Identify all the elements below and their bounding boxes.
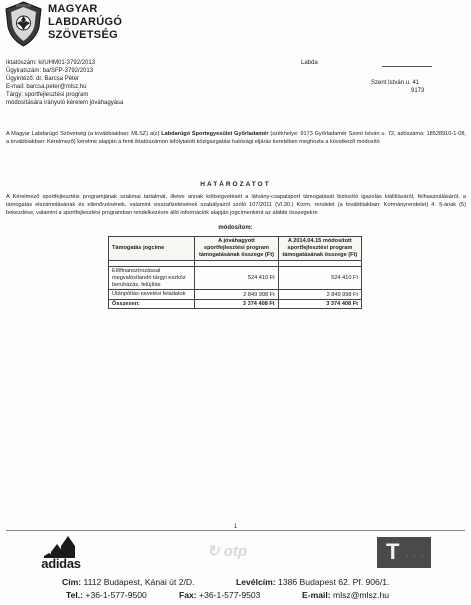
- email-label: E-mail:: [302, 590, 331, 600]
- telekom-dots: · · ·: [406, 554, 426, 560]
- file-number: Iktatószám: ki/UHM01-3792/2013: [6, 60, 96, 66]
- organization-name: [48, 3, 122, 42]
- org-name-line1: MAGYAR: [48, 3, 98, 15]
- row-modified: 524 410 Ft: [278, 267, 361, 290]
- case-officer: Ügyintéző: dr. Barcsa Péter: [6, 76, 80, 82]
- fax-label: Fax:: [179, 590, 197, 600]
- total-approved: 3 374 408 Ft: [195, 300, 278, 309]
- mlsz-crest-icon: [4, 1, 43, 47]
- otp-label: otp: [223, 543, 248, 560]
- footer-divider: [6, 530, 465, 531]
- row-modified: 2 849 998 Ft: [278, 290, 361, 300]
- header-approved-amount: A jóváhagyott sportfejlesztési program támogatásának összege (Ft): [195, 237, 278, 261]
- recipient-zip: 9173: [411, 88, 425, 94]
- club-name: Labdarúgó Sportegyesület Győrladamér: [161, 131, 269, 137]
- total-label: Összesen:: [109, 300, 195, 309]
- mail-address-value: 1386 Budapest 62. Pf. 906/1.: [278, 577, 390, 587]
- recipient-name: Labda: [301, 60, 318, 66]
- header-grant-type: Támogatás jogcíme: [109, 237, 195, 261]
- decision-paragraph: A Kérelmező sportfejlesztési programjának szakmai tartalmát, illetve annak költségvetését a látvány-csapatsport támogatását biztosító igazolás kiállításáról, felhasználásáról, a támogatás elszámolásának és ellenőrzésének, valamint visszafizetésének szabályairól szóló 107/2011 (VI.30.) Korm. rendelet (a továbbiakban: Kormányrendelet) 4. §-ának (5) bekezdése, valamint a sportfejlesztési programban rendelkezésre álló információk alapján jogcímenként az alábbi összegekre: [6, 194, 466, 217]
- case-number: Ügyiratszám: ba/SFP-3792/2013: [6, 68, 94, 74]
- telekom-t-icon: T: [386, 539, 400, 564]
- intro-paragraph: [6, 130, 466, 146]
- document-metadata: [6, 59, 123, 107]
- phone-value: +36-1-577-9500: [85, 590, 147, 600]
- resolution-title: HATÁROZATOT: [200, 181, 271, 188]
- email-value[interactable]: mlsz@mlsz.hu: [333, 590, 390, 600]
- org-name-line3: SZÖVETSÉG: [48, 29, 118, 41]
- address-value: 1112 Budapest, Kánai út 2/D.: [83, 577, 195, 587]
- page-number: 1: [233, 524, 238, 530]
- intro-text-pre: A Magyar Labdarúgó Szövetség (a továbbiakban: MLSZ) a(z): [6, 131, 162, 137]
- table-total-row: [109, 300, 362, 309]
- recipient-address: Szent István u. 41: [371, 80, 420, 86]
- adidas-label: adidas: [41, 556, 81, 571]
- org-name-line2: LABDARÚGÓ: [48, 16, 123, 28]
- row-approved: 2 849 998 Ft: [195, 290, 278, 300]
- table-header-row: [109, 237, 362, 261]
- row-approved: 524 410 Ft: [195, 267, 278, 290]
- grant-table: [108, 236, 362, 309]
- table-row: [109, 267, 362, 290]
- row-label: Előfinanszírozással megvalósítandó tárgyi eszköz beruházás, felújítás: [109, 267, 195, 290]
- header-modified-amount: A 2014.04.15 módosított sportfejlesztési program támogatásának összege (Ft): [278, 237, 361, 261]
- phone-label: Tel.:: [66, 590, 84, 600]
- table-row: [109, 290, 362, 300]
- total-modified: 3 374 408 Ft: [278, 300, 361, 309]
- otp-swirl-icon: ↻: [207, 543, 220, 560]
- otp-logo: [207, 542, 247, 560]
- subject-line: Tárgy: sportfejlesztési program: [6, 92, 89, 98]
- address-label: Cím:: [62, 577, 82, 587]
- row-label: Utánpótlás-nevelési feladatok: [109, 290, 195, 300]
- officer-email: E-mail: barcsa.peter@mlsz.hu: [6, 84, 87, 90]
- recipient-redaction-line: [382, 66, 432, 67]
- modified-title: módosítom:: [218, 225, 253, 231]
- intro-text-post: (székhelye: 9173 Győrladamér Szent István u. 72, adószáma: 18528910-1-08, a továbbiakban: Kérelmező) kérelme alapján a fenti iktatószámon lefolytatott közigazgatási hatósági eljárás keretében meghozta a következő módosító: [6, 131, 466, 146]
- mail-address-label: Levélcím:: [236, 577, 276, 587]
- subject-line-cont: módosítására irányuló kérelem jóváhagyása: [6, 100, 124, 106]
- fax-value: +36-1-577-9503: [199, 590, 261, 600]
